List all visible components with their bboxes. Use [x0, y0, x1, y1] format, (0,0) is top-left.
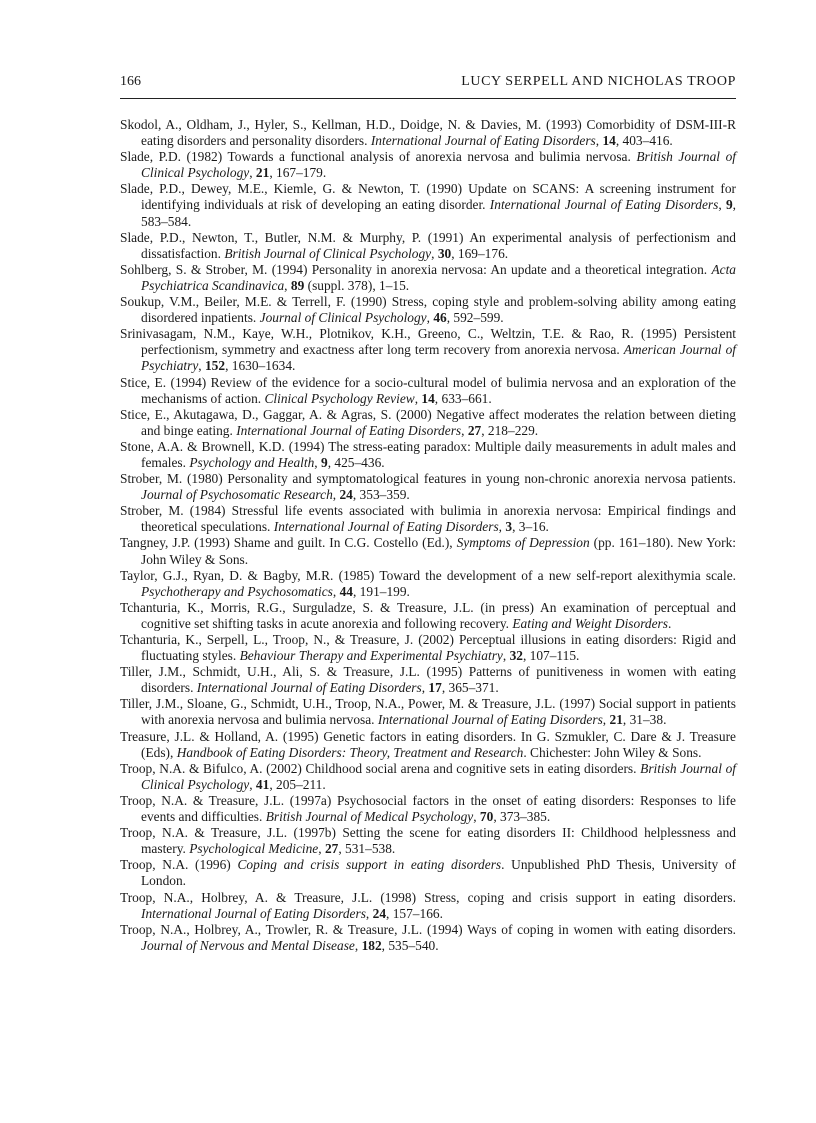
reference-volume: 182: [361, 937, 382, 953]
reference-entry: [120, 230, 736, 262]
reference-text: Slade, P.D., Newton, T., Butler, N.M. & Murphy, P. (1991) An experimental analysis of perfectionism and dissatisfaction.: [120, 229, 736, 261]
reference-list: [120, 117, 736, 954]
reference-text: ,: [314, 454, 321, 470]
reference-volume: 24: [372, 905, 387, 921]
reference-text: Slade, P.D. (1982) Towards a functional analysis of anorexia nervosa and bulimia nervosa.: [120, 149, 637, 165]
reference-entry: [120, 664, 736, 696]
reference-pages: , 205–211.: [269, 776, 326, 792]
reference-source-title: Symptoms of Depression: [456, 535, 590, 551]
reference-pages: , 167–179.: [269, 165, 327, 181]
reference-text: ,: [284, 277, 291, 293]
reference-source-title: Journal of Clinical Psychology: [259, 310, 427, 326]
reference-entry: [120, 729, 736, 761]
reference-entry: [120, 262, 736, 294]
reference-volume: 9: [725, 197, 733, 213]
reference-volume: 21: [609, 712, 623, 728]
reference-text: ,: [595, 133, 603, 149]
reference-volume: 9: [321, 454, 328, 470]
reference-volume: 89: [290, 277, 305, 293]
reference-entry: [120, 922, 736, 954]
reference-source-title: British Journal of Clinical Psychology: [224, 245, 432, 261]
reference-text: ,: [718, 197, 726, 213]
reference-entry: [120, 471, 736, 503]
reference-text: Strober, M. (1980) Personality and symptomatological features in young non-chronic anorexia nervosa patients.: [120, 471, 736, 487]
reference-entry: [120, 294, 736, 326]
reference-source-title: International Journal of Eating Disorders: [370, 133, 596, 149]
reference-entry: [120, 503, 736, 535]
reference-text: ,: [461, 422, 468, 438]
reference-entry: [120, 600, 736, 632]
reference-text: Skodol, A., Oldham, J., Hyler, S., Kellman, H.D., Doidge, N. & Davies, M. (1993) Comorbidity of DSM-III-R eating disorders and personality disorders.: [120, 117, 736, 149]
reference-pages: , 583–584.: [141, 197, 736, 229]
reference-text: ,: [502, 648, 510, 664]
reference-source-title: International Journal of Eating Disorders: [489, 197, 719, 213]
reference-text: Taylor, G.J., Ryan, D. & Bagby, M.R. (1985) Toward the development of a new self-report alexithymia scale.: [120, 567, 736, 583]
reference-text: Soukup, V.M., Beiler, M.E. & Terrell, F. (1990) Stress, coping style and problem-solving ability among eating disordered inpatients.: [120, 294, 736, 326]
reference-source-title: Psychological Medicine: [189, 841, 319, 857]
reference-source-title: Journal of Psychosomatic Research: [141, 487, 333, 503]
reference-entry: [120, 890, 736, 922]
reference-entry: [120, 793, 736, 825]
reference-entry: [120, 149, 736, 181]
reference-source-title: Handbook of Eating Disorders: Theory, Treatment and Research: [176, 744, 524, 760]
reference-volume: 21: [255, 165, 270, 181]
reference-text: ,: [498, 519, 506, 535]
reference-source-title: International Journal of Eating Disorders: [141, 905, 366, 921]
reference-pages: , 403–416.: [615, 133, 673, 149]
reference-entry: [120, 857, 736, 889]
reference-volume: 3: [505, 519, 513, 535]
reference-source-title: International Journal of Eating Disorders: [377, 712, 603, 728]
reference-volume: 14: [421, 390, 435, 406]
header-rule: [120, 98, 736, 99]
reference-text: ,: [365, 905, 373, 921]
reference-entry: [120, 535, 736, 567]
reference-pages: (suppl. 378), 1–15.: [304, 277, 410, 293]
reference-volume: 152: [204, 358, 226, 374]
reference-text: Tiller, J.M., Sloane, G., Schmidt, U.H., Troop, N.A., Power, M. & Treasure, J.L. (1997) Social support in patients with anorexia nervosa and bulimia nervosa.: [120, 696, 736, 728]
reference-text: ,: [318, 841, 325, 857]
reference-pages: , 425–436.: [327, 454, 385, 470]
reference-volume: 14: [602, 133, 616, 149]
reference-pages: , 373–385.: [493, 809, 551, 825]
reference-entry: [120, 181, 736, 229]
reference-text: ,: [249, 776, 256, 792]
reference-volume: 41: [255, 776, 270, 792]
reference-entry: [120, 761, 736, 793]
reference-pages: , 535–540.: [381, 937, 439, 953]
reference-pages: , 157–166.: [386, 905, 443, 921]
reference-source-title: Psychotherapy and Psychosomatics: [141, 583, 333, 599]
reference-text: ,: [421, 680, 429, 696]
reference-volume: 70: [479, 809, 494, 825]
reference-source-title: Behaviour Therapy and Experimental Psychiatry: [239, 648, 503, 664]
reference-pages: , 365–371.: [441, 680, 499, 696]
reference-text: Tangney, J.P. (1993) Shame and guilt. In C.G. Costello (Ed.),: [120, 535, 457, 551]
reference-pages: , 107–115.: [522, 648, 580, 664]
reference-volume: 17: [428, 680, 442, 696]
reference-volume: 27: [324, 841, 339, 857]
reference-source-title: Coping and crisis support in eating disorders: [237, 857, 502, 873]
reference-source-title: Acta Psychiatrica Scandinavica: [141, 261, 736, 293]
reference-entry: [120, 326, 736, 374]
reference-pages: , 633–661.: [434, 390, 492, 406]
page-number: 166: [120, 74, 141, 89]
reference-text: Troop, N.A. & Bifulco, A. (2002) Childhood social arena and cognitive sets in eating disorders.: [120, 760, 641, 776]
reference-text: . Unpublished PhD Thesis, University of London.: [141, 857, 736, 889]
reference-pages: , 169–176.: [451, 245, 509, 261]
reference-text: ,: [414, 390, 422, 406]
reference-text: Troop, N.A., Holbrey, A., Trowler, R. & Treasure, J.L. (1994) Ways of coping in women with eating disorders.: [120, 921, 736, 937]
reference-text: Stice, E. (1994) Review of the evidence for a socio-cultural model of bulimia nervosa and an exploration of the mechanisms of action.: [120, 374, 736, 406]
reference-pages: , 3–16.: [512, 519, 549, 535]
reference-text: Stice, E., Akutagawa, D., Gaggar, A. & Agras, S. (2000) Negative affect moderates the relation between dieting and binge eating.: [120, 406, 736, 438]
reference-volume: 46: [433, 310, 447, 326]
reference-volume: 32: [509, 648, 523, 664]
reference-pages: , 531–538.: [338, 841, 396, 857]
reference-volume: 24: [339, 487, 353, 503]
reference-text: ,: [431, 245, 438, 261]
reference-volume: 30: [437, 245, 452, 261]
reference-source-title: International Journal of Eating Disorders: [273, 519, 499, 535]
reference-text: ,: [473, 809, 480, 825]
reference-volume: 44: [339, 583, 353, 599]
reference-text: ,: [602, 712, 610, 728]
reference-pages: , 353–359.: [352, 487, 410, 503]
reference-text: Sohlberg, S. & Strober, M. (1994) Personality in anorexia nervosa: An update and a theoretical integration.: [120, 261, 712, 277]
reference-text: Troop, N.A. & Treasure, J.L. (1997b) Setting the scene for eating disorders II: Childhood helplessness and mastery.: [120, 825, 736, 857]
reference-volume: 27: [467, 422, 482, 438]
reference-text: ,: [332, 487, 340, 503]
reference-source-title: Journal of Nervous and Mental Disease: [141, 937, 355, 953]
reference-source-title: International Journal of Eating Disorders: [236, 422, 462, 438]
reference-text: (pp. 161–180). New York: John Wiley & Sons.: [141, 535, 736, 567]
reference-pages: , 191–199.: [352, 583, 410, 599]
reference-source-title: International Journal of Eating Disorders: [196, 680, 422, 696]
reference-entry: [120, 825, 736, 857]
reference-source-title: Eating and Weight Disorders: [512, 615, 668, 631]
reference-text: Stone, A.A. & Brownell, K.D. (1994) The stress-eating paradox: Multiple daily measurements in adult males and females.: [120, 438, 736, 470]
reference-text: Tchanturia, K., Morris, R.G., Surguladze, S. & Treasure, J.L. (in press) An examination of perceptual and cognitive set shifting tasks in acute anorexia and following recovery.: [120, 599, 736, 631]
reference-pages: , 31–38.: [622, 712, 667, 728]
reference-text: Tiller, J.M., Schmidt, U.H., Ali, S. & Treasure, J.L. (1995) Patterns of punitiveness in women with eating disorders.: [120, 664, 736, 696]
reference-source-title: Psychology and Health: [189, 454, 315, 470]
reference-entry: [120, 696, 736, 728]
reference-text: Troop, N.A., Holbrey, A. & Treasure, J.L. (1998) Stress, coping and crisis support in eating disorders.: [120, 889, 736, 905]
reference-entry: [120, 117, 736, 149]
reference-text: ,: [198, 358, 205, 374]
reference-text: ,: [354, 937, 362, 953]
reference-source-title: American Journal of Psychiatry: [141, 342, 737, 374]
reference-entry: [120, 439, 736, 471]
reference-text: Tchanturia, K., Serpell, L., Troop, N., & Treasure, J. (2002) Perceptual illusions in eating disorders: Rigid and fluctuating styles.: [120, 632, 736, 664]
reference-text: ,: [426, 310, 434, 326]
reference-entry: [120, 407, 736, 439]
reference-text: . Chichester: John Wiley & Sons.: [523, 744, 702, 760]
reference-pages: , 1630–1634.: [225, 358, 296, 374]
reference-text: Troop, N.A. & Treasure, J.L. (1997a) Psychosocial factors in the onset of eating disorders: Responses to life events and difficulties.: [120, 792, 736, 825]
reference-text: ,: [249, 165, 256, 181]
reference-pages: , 592–599.: [446, 310, 504, 326]
reference-source-title: British Journal of Clinical Psychology: [141, 760, 737, 792]
reference-text: ,: [332, 583, 340, 599]
reference-text: Treasure, J.L. & Holland, A. (1995) Genetic factors in eating disorders. In G. Szmukler, C. Dare & J. Treasure (Eds),: [120, 728, 736, 760]
running-head: LUCY SERPELL AND NICHOLAS TROOP: [461, 74, 736, 89]
reference-text: Strober, M. (1984) Stressful life events associated with bulimia in anorexia nervosa: Empirical findings and theoretical speculations.: [120, 503, 736, 535]
reference-entry: [120, 568, 736, 600]
reference-entry: [120, 375, 736, 407]
reference-entry: [120, 632, 736, 664]
reference-text: Troop, N.A. (1996): [120, 857, 238, 873]
reference-text: Slade, P.D., Dewey, M.E., Kiemle, G. & Newton, T. (1990) Update on SCANS: A screening instrument for identifying individuals at risk of developing an eating disorder.: [120, 181, 736, 213]
reference-pages: , 218–229.: [481, 422, 539, 438]
reference-source-title: British Journal of Medical Psychology: [265, 809, 474, 825]
reference-text: .: [667, 615, 672, 631]
reference-text: Srinivasagam, N.M., Kaye, W.H., Plotnikov, K.H., Greeno, C., Weltzin, T.E. & Rao, R. (1995) Persistent perfectionism, symmetry and exactness after long term recovery from anorexia nervosa.: [120, 326, 736, 358]
reference-source-title: Clinical Psychology Review: [264, 390, 415, 406]
reference-source-title: British Journal of Clinical Psychology: [141, 149, 736, 181]
page-header: [120, 74, 736, 96]
